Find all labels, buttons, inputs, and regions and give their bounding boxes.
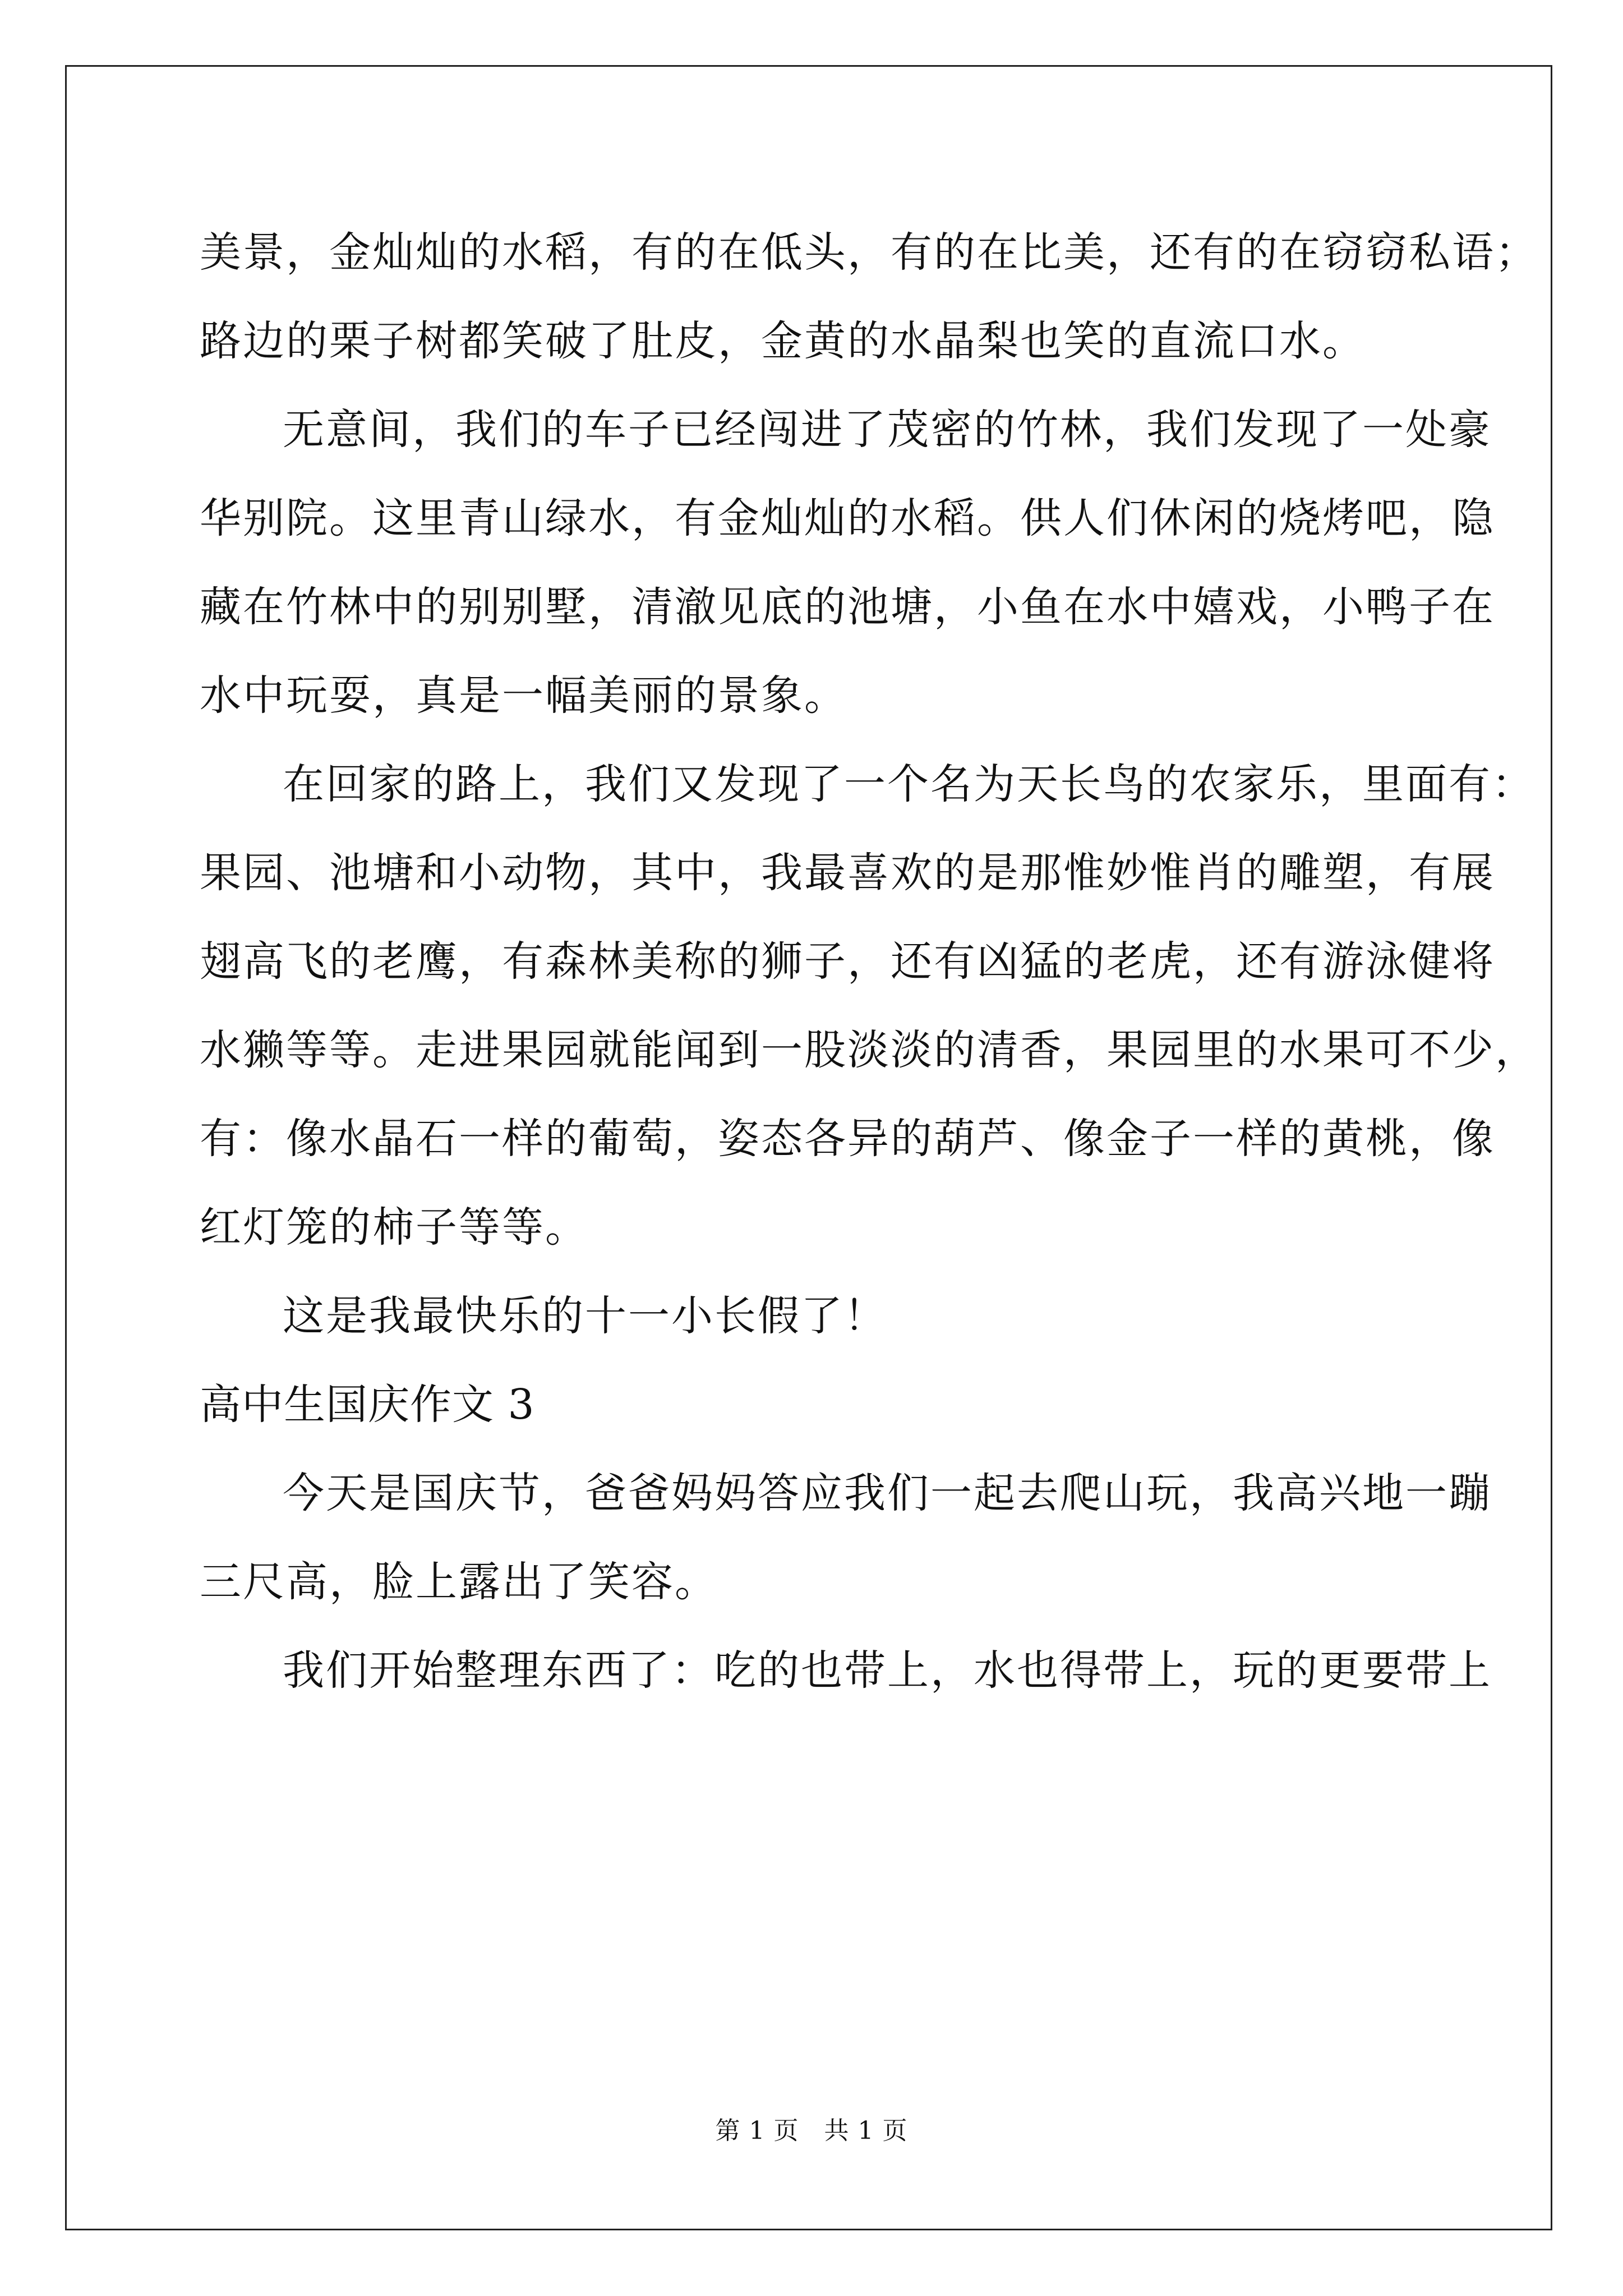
paragraph-start-line: 在回家的路上，我们又发现了一个名为天长鸟的农家乐，里面有： bbox=[283, 760, 1535, 808]
text-line: 水獭等等。走进果园就能闻到一股淡淡的清香，果园里的水果可不少， bbox=[200, 1026, 1538, 1074]
text-line: 路边的栗子树都笑破了肚皮，金黄的水晶梨也笑的直流口水。 bbox=[200, 317, 1366, 365]
section-heading: 高中生国庆作文 3 bbox=[200, 1381, 535, 1429]
paragraph-start-line: 我们开始整理东西了：吃的也带上，水也得带上，玩的更要带上 bbox=[283, 1646, 1492, 1695]
page-number-footer: 第 1 页 共 1 页 bbox=[715, 2116, 908, 2145]
text-line: 华别院。这里青山绿水，有金灿灿的水稻。供人们休闲的烧烤吧，隐 bbox=[200, 494, 1495, 542]
text-line: 果园、池塘和小动物，其中，我最喜欢的是那惟妙惟肖的雕塑，有展 bbox=[200, 849, 1495, 897]
paragraph-start-line: 无意间，我们的车子已经闯进了茂密的竹林，我们发现了一处豪 bbox=[283, 406, 1492, 454]
paragraph-start-line: 这是我最快乐的十一小长假了！ bbox=[283, 1292, 887, 1340]
paragraph-start-line: 今天是国庆节，爸爸妈妈答应我们一起去爬山玩，我高兴地一蹦 bbox=[283, 1469, 1492, 1517]
text-line: 美景，金灿灿的水稻，有的在低头，有的在比美，还有的在窃窃私语； bbox=[200, 228, 1538, 277]
text-line: 红灯笼的柿子等等。 bbox=[200, 1203, 588, 1251]
text-line: 三尺高，脸上露出了笑容。 bbox=[200, 1558, 718, 1606]
document-body bbox=[200, 220, 1538, 1727]
text-line: 有：像水晶石一样的葡萄，姿态各异的葫芦、像金子一样的黄桃，像 bbox=[200, 1115, 1495, 1163]
text-line: 水中玩耍，真是一幅美丽的景象。 bbox=[200, 671, 847, 720]
text-line: 翅高飞的老鹰，有森林美称的狮子，还有凶猛的老虎，还有游泳健将 bbox=[200, 937, 1495, 986]
text-line: 藏在竹林中的别别墅，清澈见底的池塘，小鱼在水中嬉戏，小鸭子在 bbox=[200, 583, 1495, 631]
